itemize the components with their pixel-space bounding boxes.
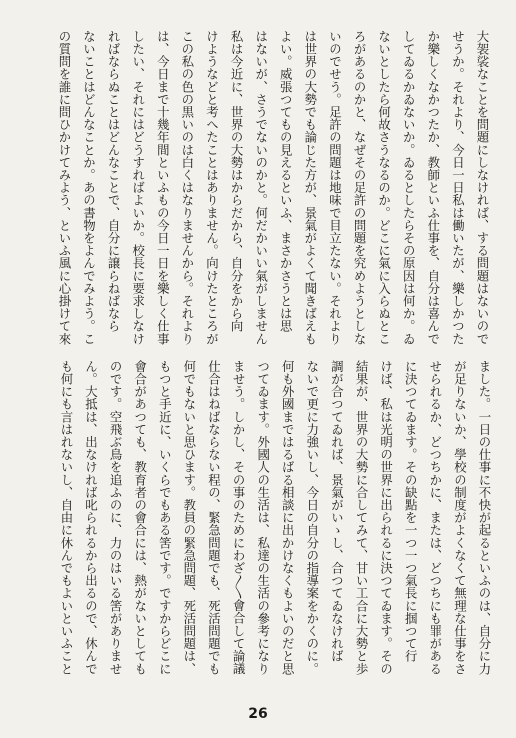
text-line: この私の色の黒いのは白くはなりませんから。それより (179, 30, 195, 345)
text-line: 仕合はねばならない程の、緊急問題でも、死活問題でも (206, 360, 222, 675)
text-line: けようなどと考へたことはありません。向けたところが (204, 30, 220, 345)
text-line: も何にも言はれないし、自由に休んでもよいといふこと (58, 360, 74, 675)
text-line: 結果が、世界の大勢に合してみて、甘い工合に大勢と歩 (354, 360, 370, 675)
text-line: ないとしたら何故さうなるのか。どこに氣に入らぬとこ (376, 30, 392, 345)
text-line: に決つてゐます。その缺點を一つ一つ氣長に掴つて行 (403, 360, 419, 663)
text-line: もつと手近に、いくらでもある筈です。ですからどこに (157, 360, 173, 675)
text-line: けば、私は光明の世界に出られるに決つてゐます。その (378, 360, 394, 675)
text-line: せうか。それより、今日一日私は働いたが、樂しかつた (450, 30, 466, 345)
text-line: ました。一日の仕事に不快が起るといふのは、自分に力 (477, 360, 492, 675)
text-line: はないが、さうでないのかと。何だかいい氣がしません (253, 30, 269, 345)
text-line: 調が合つてゐれば、景氣がいゝし、合つてゐなければ (329, 360, 345, 663)
text-line: 會合があつても、教育者の會合には、熱がないとしても (132, 360, 148, 675)
text-line: 何でもないと思ひます。教員の緊急問題、死活問題は、 (181, 360, 197, 675)
text-line: ん。大抵は、出なければ叱られるから出るので、休んで (83, 360, 99, 675)
text-line: 私は今近に、世界の大勢はからだから、自分をから向 (229, 30, 245, 333)
text-line: か樂しくなかつたか、教師といふ仕事を、自分は喜んで (425, 30, 441, 345)
text-line: ろがあるのかと、なぜその足許の問題を究めようとしな (352, 30, 368, 345)
bottom-text-block (53, 360, 496, 690)
text-line: 何も外國まではるばる相談に出かけなくもよいのだと思 (280, 360, 296, 675)
text-line: 大袈裟なことを問題にしなければ、する問題はないので (475, 30, 490, 345)
text-line: は世界の大勢でも論じた方が、景氣がよくて聞きばえも (302, 30, 318, 345)
text-line: してゐるかゐないか。ゐるとしたらその原因は何か。ゐ (401, 30, 417, 345)
page-number: 26 (248, 706, 268, 722)
top-text-block (51, 30, 494, 348)
text-line: ればならぬことはどんなことで、自分に譲らねばなら (106, 30, 122, 333)
text-line: ませう。しかし、その事のためにわざ〳〵會合して論議 (231, 360, 247, 675)
text-line: せられるか、どつちかに、または、どつちにも罪がある (427, 360, 443, 675)
text-line: のです。空飛ぶ鳥を追ふのに、力のはいる筈がありませ (108, 360, 124, 675)
text-line: ないで更に力強いし、今日の自分の指導案をかくのに。 (304, 360, 320, 675)
text-line: が足りないか、學校の制度がよくなくて無理な仕事をさ (452, 360, 468, 675)
text-line: よい。威張つてもの見えるといふ、まさかさうとは思 (278, 30, 294, 333)
text-line: ないことはどんなことか。あの書物をよんでみよう。こ (81, 30, 97, 345)
text-line: の質問を誰に問ひかけてみよう、といふ風に心掛けて來 (56, 30, 72, 345)
text-line: つてゐます。外國人の生活は、私達の生活の參考になり (255, 360, 271, 675)
text-line: は、今日まで十幾年間といふもの今日一日を樂しく仕事 (155, 30, 171, 345)
text-line: いのでせう。足許の問題は地味で目立たない。それより (327, 30, 343, 345)
text-line: したい、それにはどうすればよいか。校長に要求しなけ (130, 30, 146, 345)
